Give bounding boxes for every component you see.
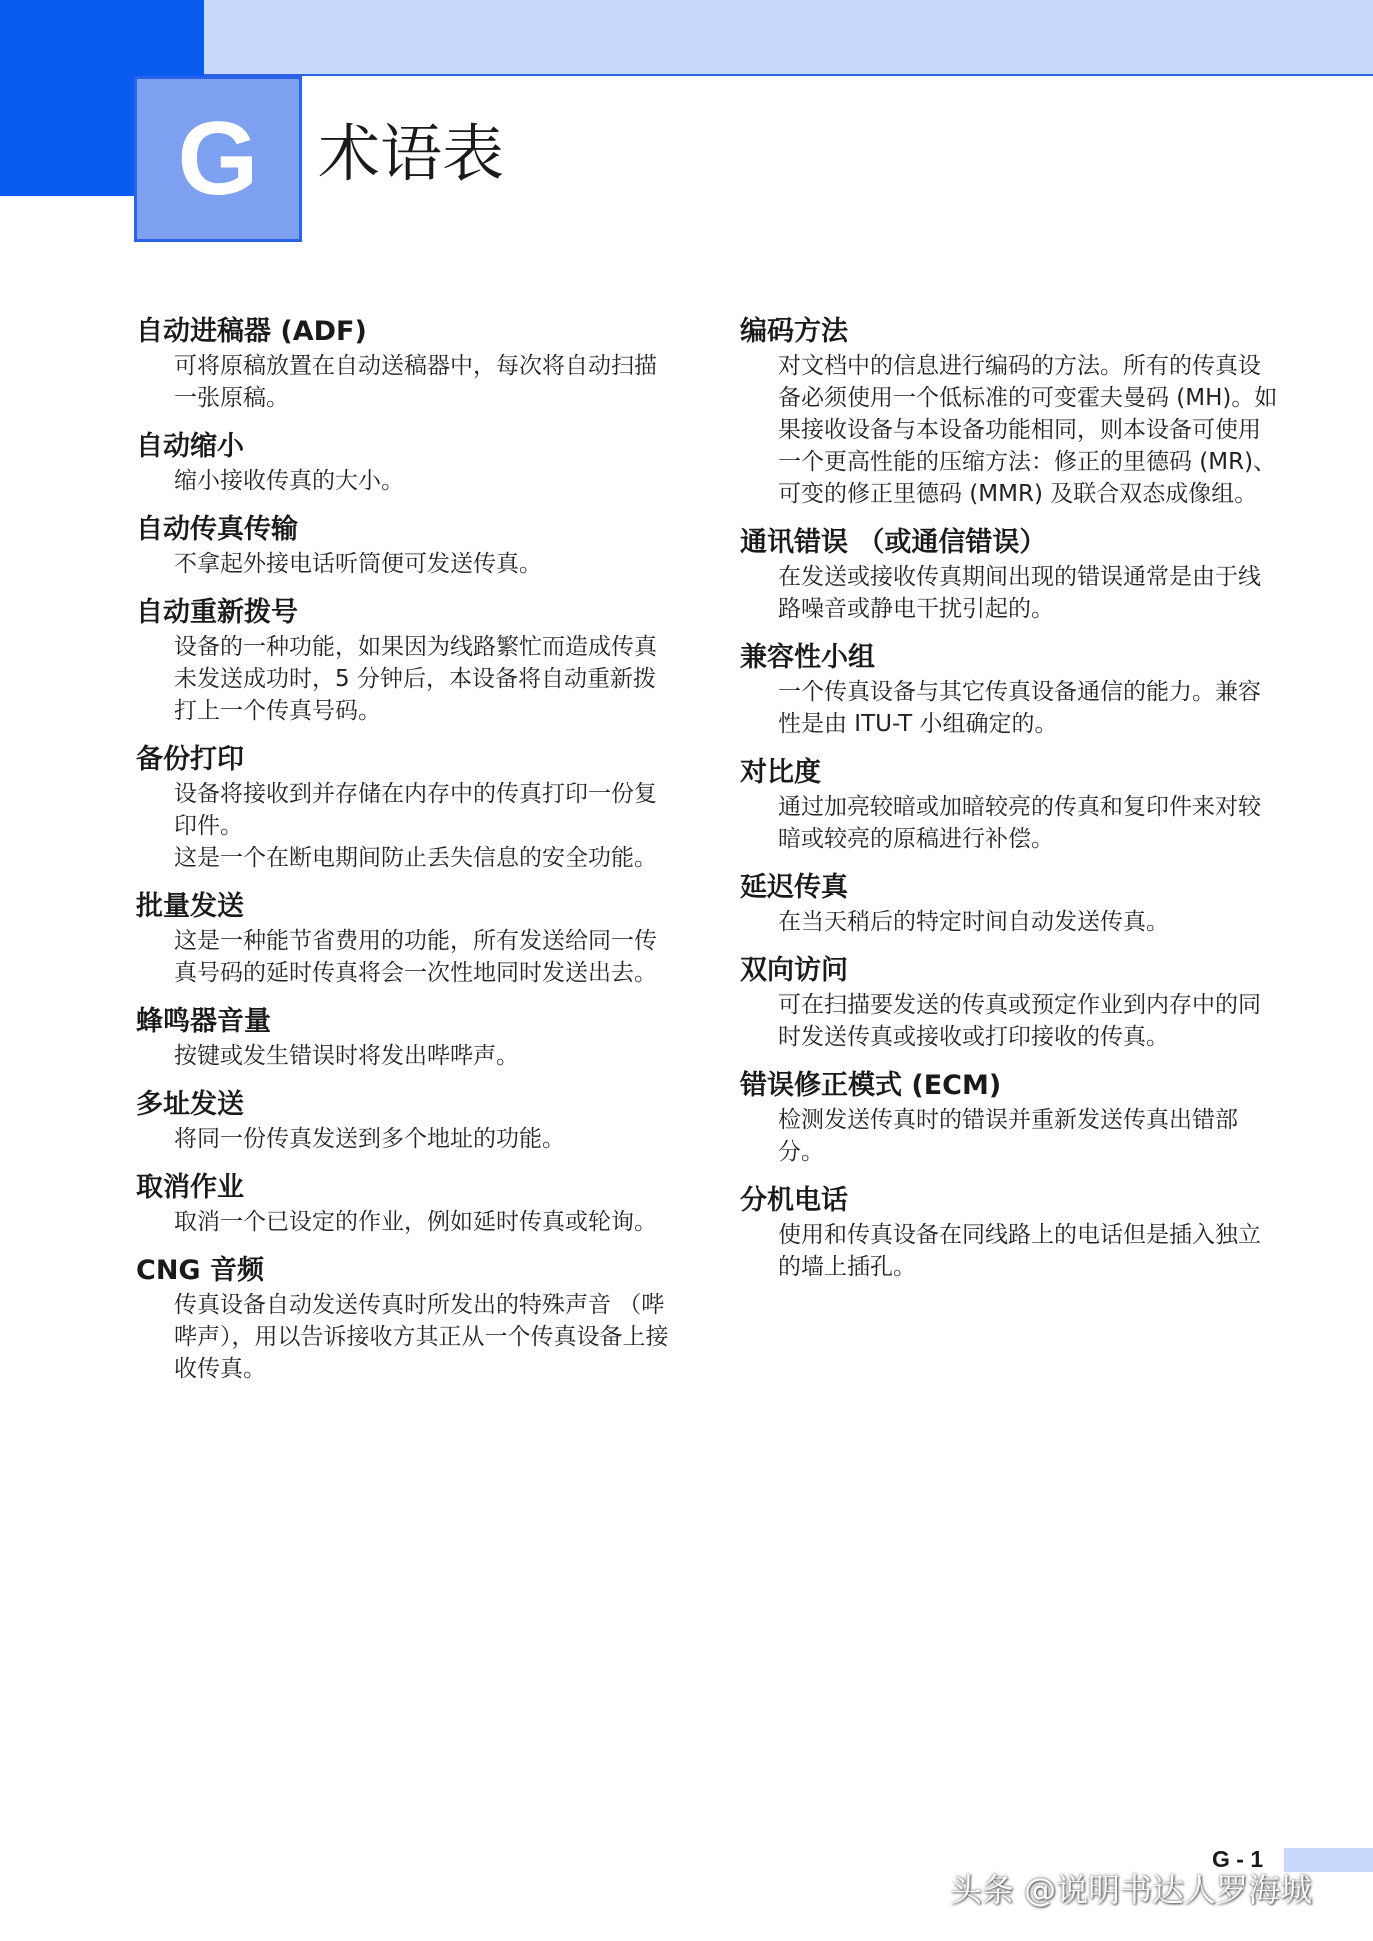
glossary-term xyxy=(740,640,1280,740)
definition-paragraph: 检测发送传真时的错误并重新发送传真出错部分。 xyxy=(778,1107,1238,1165)
term-definition xyxy=(136,778,676,874)
term-title: 自动重新拨号 xyxy=(136,597,298,628)
term-title: 自动传真传输 xyxy=(136,514,298,545)
glossary-term xyxy=(740,314,1280,510)
glossary-term xyxy=(136,1170,676,1238)
page-number: G - 1 xyxy=(1212,1846,1264,1872)
glossary-term xyxy=(136,889,676,989)
term-title: 错误修正模式 (ECM) xyxy=(740,1070,1002,1101)
definition-paragraph: 这是一个在断电期间防止丢失信息的安全功能。 xyxy=(174,845,657,871)
glossary-term xyxy=(136,742,676,874)
definition-paragraph: 缩小接收传真的大小。 xyxy=(174,468,404,494)
definition-paragraph: 一个传真设备与其它传真设备通信的能力。兼容性是由 ITU-T 小组确定的。 xyxy=(778,679,1261,737)
term-definition xyxy=(740,906,1280,938)
term-definition xyxy=(136,548,676,580)
term-title: 对比度 xyxy=(740,757,821,788)
header-band xyxy=(0,0,1373,76)
definition-paragraph: 在发送或接收传真期间出现的错误通常是由于线路噪音或静电干扰引起的。 xyxy=(778,564,1261,622)
chapter-badge xyxy=(134,76,302,242)
watermark: 头条 @说明书达人罗海城 xyxy=(950,1871,1313,1909)
glossary-right-column xyxy=(740,314,1280,1298)
glossary-term xyxy=(136,1004,676,1072)
glossary-term xyxy=(136,1253,676,1385)
definition-paragraph: 不拿起外接电话听筒便可发送传真。 xyxy=(174,551,542,577)
term-definition xyxy=(740,676,1280,740)
term-definition xyxy=(136,1123,676,1155)
glossary-term xyxy=(740,1183,1280,1283)
term-title: 备份打印 xyxy=(136,744,244,775)
term-title: 自动进稿器 (ADF) xyxy=(136,316,367,347)
definition-paragraph: 按键或发生错误时将发出哔哔声。 xyxy=(174,1043,519,1069)
glossary-left-column xyxy=(136,314,676,1400)
glossary-term xyxy=(740,755,1280,855)
term-title: 分机电话 xyxy=(740,1185,848,1216)
glossary-term xyxy=(740,870,1280,938)
term-definition xyxy=(136,1206,676,1238)
term-title: 蜂鸣器音量 xyxy=(136,1006,271,1037)
glossary-term xyxy=(136,314,676,414)
term-title: 兼容性小组 xyxy=(740,642,875,673)
definition-paragraph: 传真设备自动发送传真时所发出的特殊声音 （哔哔声），用以告诉接收方其正从一个传真设备上接收传真。 xyxy=(174,1292,669,1382)
definition-paragraph: 设备将接收到并存储在内存中的传真打印一份复印件。 xyxy=(174,781,657,839)
term-definition xyxy=(740,989,1280,1053)
chapter-letter: G xyxy=(177,101,259,217)
term-definition xyxy=(136,465,676,497)
term-title: 通讯错误 （或通信错误） xyxy=(740,527,1047,558)
glossary-term xyxy=(740,1068,1280,1168)
term-title: 批量发送 xyxy=(136,891,244,922)
term-title: 编码方法 xyxy=(740,316,848,347)
definition-paragraph: 设备的一种功能，如果因为线路繁忙而造成传真未发送成功时，5 分钟后，本设备将自动重新拨打上一个传真号码。 xyxy=(174,634,657,724)
term-title: 双向访问 xyxy=(740,955,848,986)
term-definition xyxy=(136,1289,676,1385)
definition-paragraph: 将同一份传真发送到多个地址的功能。 xyxy=(174,1126,565,1152)
term-definition xyxy=(136,925,676,989)
glossary-term xyxy=(740,525,1280,625)
footer-bar xyxy=(1284,1848,1373,1872)
term-title: 延迟传真 xyxy=(740,872,848,903)
term-definition xyxy=(740,1219,1280,1283)
glossary-term xyxy=(136,595,676,727)
glossary-term xyxy=(740,953,1280,1053)
definition-paragraph: 通过加亮较暗或加暗较亮的传真和复印件来对较暗或较亮的原稿进行补偿。 xyxy=(778,794,1261,852)
term-definition xyxy=(740,791,1280,855)
definition-paragraph: 这是一种能节省费用的功能，所有发送给同一传真号码的延时传真将会一次性地同时发送出去。 xyxy=(174,928,657,986)
definition-paragraph: 在当天稍后的特定时间自动发送传真。 xyxy=(778,909,1169,935)
page-title: 术语表 xyxy=(318,117,505,190)
glossary-term xyxy=(136,1087,676,1155)
term-title: 自动缩小 xyxy=(136,431,244,462)
term-title: 多址发送 xyxy=(136,1089,244,1120)
glossary-term xyxy=(136,512,676,580)
definition-paragraph: 可将原稿放置在自动送稿器中，每次将自动扫描一张原稿。 xyxy=(174,353,657,411)
term-title: CNG 音频 xyxy=(136,1255,264,1286)
term-definition xyxy=(740,1104,1280,1168)
term-definition xyxy=(740,350,1280,510)
term-definition xyxy=(136,350,676,414)
definition-paragraph: 使用和传真设备在同线路上的电话但是插入独立的墙上插孔。 xyxy=(778,1222,1261,1280)
term-definition xyxy=(740,561,1280,625)
definition-paragraph: 取消一个已设定的作业，例如延时传真或轮询。 xyxy=(174,1209,657,1235)
glossary-term xyxy=(136,429,676,497)
definition-paragraph: 对文档中的信息进行编码的方法。所有的传真设备必须使用一个低标准的可变霍夫曼码 (MH)。如果接收设备与本设备功能相同，则本设备可使用一个更高性能的压缩方法：修正的里德码 (MR)、可变的修正里德码 (MMR) 及联合双态成像组。 xyxy=(778,353,1278,507)
definition-paragraph: 可在扫描要发送的传真或预定作业到内存中的同时发送传真或接收或打印接收的传真。 xyxy=(778,992,1261,1050)
term-definition xyxy=(136,631,676,727)
term-definition xyxy=(136,1040,676,1072)
term-title: 取消作业 xyxy=(136,1172,244,1203)
